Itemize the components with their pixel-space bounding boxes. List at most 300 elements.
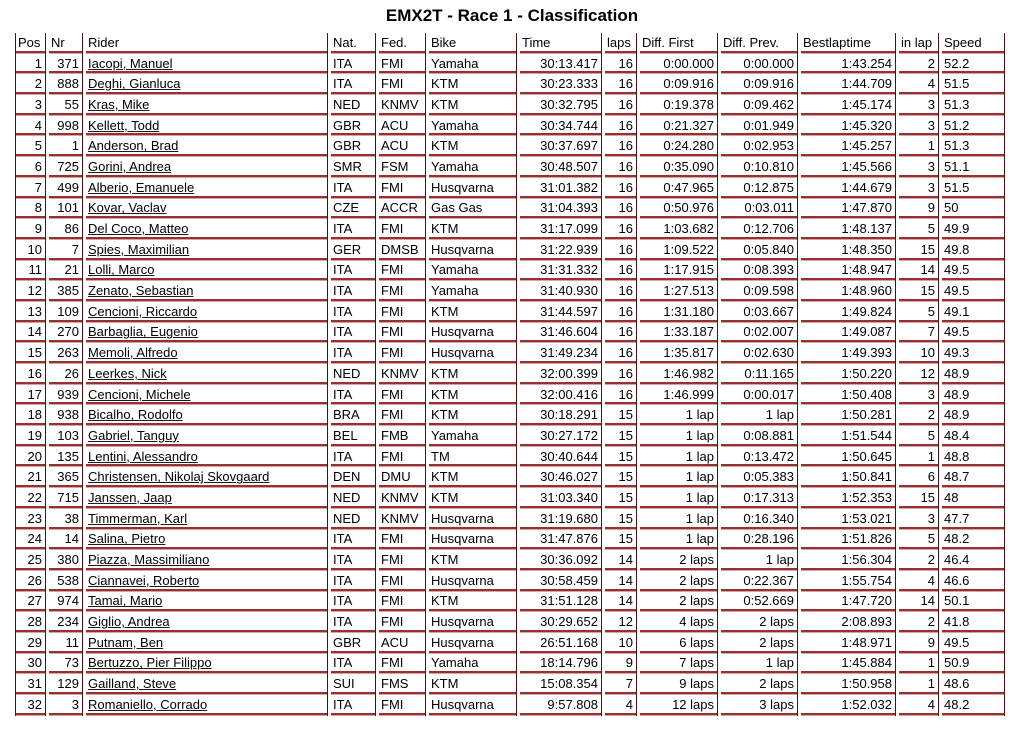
cell-fed: FMB xyxy=(379,426,426,447)
cell-speed: 51.1 xyxy=(942,157,1005,178)
cell-in_lap: 7 xyxy=(899,323,939,344)
cell-nr: 26 xyxy=(49,364,83,385)
cell-diff_prev: 3 laps xyxy=(721,695,798,716)
cell-diff_first: 1:09.522 xyxy=(640,240,718,261)
cell-bestlaptime: 1:48.947 xyxy=(801,261,896,282)
cell-rider xyxy=(86,488,328,509)
table-row xyxy=(15,385,1005,406)
cell-diff_prev: 0:02.630 xyxy=(721,343,798,364)
cell-fed: FMI xyxy=(379,571,426,592)
rider-link[interactable]: Piazza, Massimiliano xyxy=(88,552,210,568)
cell-fed: KNMV xyxy=(379,509,426,530)
cell-fed: FMI xyxy=(379,74,426,95)
cell-nr: 371 xyxy=(49,54,83,75)
cell-bestlaptime: 1:52.032 xyxy=(801,695,896,716)
cell-in_lap: 9 xyxy=(899,633,939,654)
cell-diff_prev: 0:10.810 xyxy=(721,157,798,178)
cell-nat: ITA xyxy=(331,385,376,406)
cell-rider xyxy=(86,302,328,323)
cell-nat: ITA xyxy=(331,323,376,344)
rider-link[interactable]: Putnam, Ben xyxy=(88,634,164,650)
cell-rider xyxy=(86,178,328,199)
cell-in_lap: 3 xyxy=(899,385,939,406)
cell-diff_first: 1:27.513 xyxy=(640,281,718,302)
rider-link[interactable]: Memoli, Alfredo xyxy=(88,345,178,361)
rider-link[interactable]: Barbaglia, Eugenio xyxy=(88,324,198,340)
cell-diff_first: 1:46.999 xyxy=(640,385,718,406)
cell-time: 30:46.027 xyxy=(520,467,602,488)
cell-speed: 46.6 xyxy=(942,571,1005,592)
cell-bike: Yamaha xyxy=(429,54,517,75)
cell-nr: 888 xyxy=(49,74,83,95)
cell-nr: 129 xyxy=(49,674,83,695)
cell-nr: 135 xyxy=(49,447,83,468)
table-row xyxy=(15,488,1005,509)
table-row xyxy=(15,405,1005,426)
cell-bike: KTM xyxy=(429,74,517,95)
cell-nr: 21 xyxy=(49,261,83,282)
cell-bestlaptime: 1:51.544 xyxy=(801,426,896,447)
cell-rider xyxy=(86,654,328,675)
cell-time: 30:40.644 xyxy=(520,447,602,468)
cell-diff_first: 0:35.090 xyxy=(640,157,718,178)
cell-diff_first: 6 laps xyxy=(640,633,718,654)
cell-laps: 16 xyxy=(605,95,637,116)
cell-nr: 1 xyxy=(49,136,83,157)
cell-fed: FMI xyxy=(379,550,426,571)
cell-in_lap: 6 xyxy=(899,467,939,488)
cell-time: 30:23.333 xyxy=(520,74,602,95)
cell-bike: Husqvarna xyxy=(429,633,517,654)
cell-diff_first: 12 laps xyxy=(640,695,718,716)
cell-diff_first: 0:21.327 xyxy=(640,116,718,137)
cell-fed: FMI xyxy=(379,592,426,613)
cell-rider xyxy=(86,240,328,261)
cell-bestlaptime: 1:45.174 xyxy=(801,95,896,116)
table-row xyxy=(15,530,1005,551)
table-row xyxy=(15,592,1005,613)
cell-laps: 16 xyxy=(605,240,637,261)
table-row xyxy=(15,323,1005,344)
rider-link[interactable]: Bertuzzo, Pier Filippo xyxy=(88,655,212,671)
cell-nr: 109 xyxy=(49,302,83,323)
cell-time: 30:13.417 xyxy=(520,54,602,75)
cell-speed: 48.8 xyxy=(942,447,1005,468)
cell-time: 30:18.291 xyxy=(520,405,602,426)
rider-link[interactable]: Gorini, Andrea xyxy=(88,158,172,174)
cell-fed: FMI xyxy=(379,530,426,551)
column-header-diff-first: Diff. First xyxy=(640,33,718,54)
table-row xyxy=(15,74,1005,95)
cell-fed: KNMV xyxy=(379,95,426,116)
cell-diff_first: 0:47.965 xyxy=(640,178,718,199)
cell-time: 31:17.099 xyxy=(520,219,602,240)
cell-pos: 11 xyxy=(15,261,46,282)
cell-nat: ITA xyxy=(331,654,376,675)
cell-nat: ITA xyxy=(331,54,376,75)
rider-link[interactable]: Iacopi, Manuel xyxy=(88,55,173,71)
cell-diff_first: 0:19.378 xyxy=(640,95,718,116)
rider-link[interactable]: Lentini, Alessandro xyxy=(88,448,198,464)
cell-pos: 21 xyxy=(15,467,46,488)
cell-diff_prev: 0:02.007 xyxy=(721,323,798,344)
cell-nat: BEL xyxy=(331,426,376,447)
cell-diff_prev: 0:08.881 xyxy=(721,426,798,447)
cell-in_lap: 1 xyxy=(899,654,939,675)
cell-time: 30:27.172 xyxy=(520,426,602,447)
column-header-speed: Speed xyxy=(942,33,1005,54)
cell-rider xyxy=(86,509,328,530)
cell-speed: 49.5 xyxy=(942,323,1005,344)
cell-time: 31:49.234 xyxy=(520,343,602,364)
table-row xyxy=(15,302,1005,323)
cell-speed: 49.5 xyxy=(942,633,1005,654)
rider-link[interactable]: Spies, Maximilian xyxy=(88,241,190,257)
table-row xyxy=(15,178,1005,199)
cell-rider xyxy=(86,633,328,654)
cell-pos: 6 xyxy=(15,157,46,178)
cell-time: 9:57.808 xyxy=(520,695,602,716)
table-row xyxy=(15,136,1005,157)
cell-diff_prev: 0:11.165 xyxy=(721,364,798,385)
cell-rider xyxy=(86,323,328,344)
cell-nat: ITA xyxy=(331,178,376,199)
cell-in_lap: 3 xyxy=(899,157,939,178)
cell-nat: ITA xyxy=(331,74,376,95)
cell-diff_first: 0:24.280 xyxy=(640,136,718,157)
cell-time: 30:34.744 xyxy=(520,116,602,137)
cell-bike: KTM xyxy=(429,364,517,385)
cell-time: 31:31.332 xyxy=(520,261,602,282)
cell-speed: 48.9 xyxy=(942,405,1005,426)
cell-nat: SUI xyxy=(331,674,376,695)
cell-diff_first: 1:46.982 xyxy=(640,364,718,385)
cell-speed: 48.7 xyxy=(942,467,1005,488)
cell-diff_prev: 0:09.916 xyxy=(721,74,798,95)
rider-link[interactable]: Giglio, Andrea xyxy=(88,614,170,630)
cell-bike: KTM xyxy=(429,550,517,571)
cell-fed: FMI xyxy=(379,695,426,716)
cell-laps: 16 xyxy=(605,323,637,344)
classification-table xyxy=(12,33,1008,716)
cell-pos: 20 xyxy=(15,447,46,468)
cell-bestlaptime: 1:50.645 xyxy=(801,447,896,468)
cell-nr: 3 xyxy=(49,695,83,716)
cell-diff_prev: 0:05.840 xyxy=(721,240,798,261)
cell-bestlaptime: 1:52.353 xyxy=(801,488,896,509)
cell-time: 15:08.354 xyxy=(520,674,602,695)
table-row xyxy=(15,116,1005,137)
cell-nat: ITA xyxy=(331,571,376,592)
cell-in_lap: 3 xyxy=(899,509,939,530)
cell-pos: 31 xyxy=(15,674,46,695)
cell-pos: 28 xyxy=(15,612,46,633)
column-header-time: Time xyxy=(520,33,602,54)
cell-diff_prev: 1 lap xyxy=(721,405,798,426)
table-row xyxy=(15,695,1005,716)
cell-bestlaptime: 1:49.393 xyxy=(801,343,896,364)
rider-link[interactable]: Cencioni, Michele xyxy=(88,386,191,402)
rider-link[interactable]: Gabriel, Tanguy xyxy=(88,427,179,443)
cell-bestlaptime: 1:53.021 xyxy=(801,509,896,530)
cell-fed: FMI xyxy=(379,612,426,633)
cell-pos: 32 xyxy=(15,695,46,716)
cell-bike: KTM xyxy=(429,385,517,406)
cell-laps: 15 xyxy=(605,426,637,447)
cell-nr: 939 xyxy=(49,385,83,406)
cell-speed: 48.2 xyxy=(942,530,1005,551)
cell-bike: Husqvarna xyxy=(429,240,517,261)
cell-bike: Husqvarna xyxy=(429,343,517,364)
rider-link[interactable]: Timmerman, Karl xyxy=(88,510,188,526)
column-header-pos: Pos xyxy=(15,33,46,54)
rider-link[interactable]: Leerkes, Nick xyxy=(88,365,167,381)
cell-rider xyxy=(86,447,328,468)
cell-speed: 48.6 xyxy=(942,674,1005,695)
cell-pos: 29 xyxy=(15,633,46,654)
cell-bike: Husqvarna xyxy=(429,571,517,592)
cell-laps: 15 xyxy=(605,530,637,551)
cell-fed: FMI xyxy=(379,178,426,199)
cell-diff_first: 2 laps xyxy=(640,571,718,592)
cell-diff_first: 0:50.976 xyxy=(640,199,718,220)
cell-speed: 48.9 xyxy=(942,364,1005,385)
cell-time: 32:00.399 xyxy=(520,364,602,385)
cell-in_lap: 2 xyxy=(899,54,939,75)
cell-speed: 46.4 xyxy=(942,550,1005,571)
cell-diff_first: 1:17.915 xyxy=(640,261,718,282)
rider-link[interactable]: Del Coco, Matteo xyxy=(88,221,189,237)
cell-fed: ACU xyxy=(379,136,426,157)
cell-in_lap: 15 xyxy=(899,240,939,261)
cell-time: 30:36.092 xyxy=(520,550,602,571)
table-row xyxy=(15,281,1005,302)
cell-fed: FMI xyxy=(379,54,426,75)
cell-in_lap: 1 xyxy=(899,447,939,468)
cell-fed: FMI xyxy=(379,385,426,406)
cell-pos: 8 xyxy=(15,199,46,220)
cell-time: 18:14.796 xyxy=(520,654,602,675)
rider-link[interactable]: Deghi, Gianluca xyxy=(88,76,181,92)
cell-diff_first: 1 lap xyxy=(640,530,718,551)
cell-fed: FMI xyxy=(379,302,426,323)
rider-link[interactable]: Kovar, Vaclav xyxy=(88,200,167,216)
table-row xyxy=(15,674,1005,695)
table-row xyxy=(15,612,1005,633)
cell-diff_first: 0:09.916 xyxy=(640,74,718,95)
cell-time: 30:48.507 xyxy=(520,157,602,178)
cell-time: 31:44.597 xyxy=(520,302,602,323)
cell-in_lap: 4 xyxy=(899,571,939,592)
cell-bike: Husqvarna xyxy=(429,612,517,633)
cell-bestlaptime: 1:45.257 xyxy=(801,136,896,157)
table-row xyxy=(15,571,1005,592)
rider-link[interactable]: Anderson, Brad xyxy=(88,138,179,154)
cell-nr: 380 xyxy=(49,550,83,571)
cell-fed: FMI xyxy=(379,281,426,302)
cell-diff_prev: 2 laps xyxy=(721,674,798,695)
column-header-nat: Nat. xyxy=(331,33,376,54)
cell-pos: 13 xyxy=(15,302,46,323)
cell-diff_prev: 0:13.472 xyxy=(721,447,798,468)
cell-rider xyxy=(86,405,328,426)
rider-link[interactable]: Tamai, Mario xyxy=(88,593,163,609)
cell-pos: 23 xyxy=(15,509,46,530)
cell-nat: BRA xyxy=(331,405,376,426)
column-header-diff-prev: Diff. Prev. xyxy=(721,33,798,54)
cell-diff_prev: 2 laps xyxy=(721,633,798,654)
rider-link[interactable]: Kellett, Todd xyxy=(88,117,160,133)
cell-rider xyxy=(86,95,328,116)
rider-link[interactable]: Kras, Mike xyxy=(88,96,150,112)
cell-speed: 48 xyxy=(942,488,1005,509)
cell-rider xyxy=(86,571,328,592)
cell-pos: 26 xyxy=(15,571,46,592)
cell-laps: 16 xyxy=(605,385,637,406)
cell-bestlaptime: 1:51.826 xyxy=(801,530,896,551)
cell-bestlaptime: 2:08.893 xyxy=(801,612,896,633)
rider-link[interactable]: Lolli, Marco xyxy=(88,262,155,278)
cell-diff_first: 1:33.187 xyxy=(640,323,718,344)
cell-time: 30:32.795 xyxy=(520,95,602,116)
cell-fed: KNMV xyxy=(379,364,426,385)
cell-fed: ACU xyxy=(379,116,426,137)
cell-pos: 10 xyxy=(15,240,46,261)
rider-link[interactable]: Romaniello, Corrado xyxy=(88,696,208,712)
cell-bestlaptime: 1:44.709 xyxy=(801,74,896,95)
cell-bestlaptime: 1:49.087 xyxy=(801,323,896,344)
cell-rider xyxy=(86,385,328,406)
cell-nat: GBR xyxy=(331,116,376,137)
cell-time: 31:03.340 xyxy=(520,488,602,509)
cell-laps: 9 xyxy=(605,654,637,675)
rider-link[interactable]: Cencioni, Riccardo xyxy=(88,303,198,319)
cell-diff_first: 7 laps xyxy=(640,654,718,675)
cell-laps: 16 xyxy=(605,54,637,75)
cell-diff_prev: 0:12.875 xyxy=(721,178,798,199)
cell-rider xyxy=(86,695,328,716)
cell-bike: KTM xyxy=(429,467,517,488)
cell-diff_first: 9 laps xyxy=(640,674,718,695)
cell-bike: Husqvarna xyxy=(429,695,517,716)
cell-pos: 14 xyxy=(15,323,46,344)
cell-diff_first: 1:35.817 xyxy=(640,343,718,364)
cell-diff_first: 1 lap xyxy=(640,447,718,468)
cell-laps: 16 xyxy=(605,74,637,95)
table-row xyxy=(15,157,1005,178)
column-header-fed: Fed. xyxy=(379,33,426,54)
cell-nat: ITA xyxy=(331,447,376,468)
cell-pos: 1 xyxy=(15,54,46,75)
table-row xyxy=(15,219,1005,240)
cell-diff_prev: 0:00.017 xyxy=(721,385,798,406)
cell-nr: 263 xyxy=(49,343,83,364)
cell-bike: Yamaha xyxy=(429,261,517,282)
table-row xyxy=(15,509,1005,530)
cell-time: 31:19.680 xyxy=(520,509,602,530)
cell-diff_prev: 0:22.367 xyxy=(721,571,798,592)
cell-in_lap: 12 xyxy=(899,364,939,385)
cell-nr: 73 xyxy=(49,654,83,675)
cell-diff_first: 1 lap xyxy=(640,488,718,509)
rider-link[interactable]: Christensen, Nikolaj Skovgaard xyxy=(88,469,270,485)
cell-in_lap: 14 xyxy=(899,261,939,282)
cell-nr: 11 xyxy=(49,633,83,654)
cell-fed: KNMV xyxy=(379,488,426,509)
cell-speed: 51.2 xyxy=(942,116,1005,137)
rider-link[interactable]: Gailland, Steve xyxy=(88,676,177,692)
cell-laps: 16 xyxy=(605,281,637,302)
cell-bike: Yamaha xyxy=(429,157,517,178)
cell-fed: FMI xyxy=(379,405,426,426)
cell-pos: 17 xyxy=(15,385,46,406)
cell-pos: 9 xyxy=(15,219,46,240)
cell-rider xyxy=(86,281,328,302)
cell-diff_prev: 1 lap xyxy=(721,550,798,571)
table-row xyxy=(15,550,1005,571)
cell-speed: 41.8 xyxy=(942,612,1005,633)
cell-rider xyxy=(86,426,328,447)
table-row xyxy=(15,240,1005,261)
rider-link[interactable]: Bicalho, Rodolfo xyxy=(88,407,183,423)
cell-nat: ITA xyxy=(331,261,376,282)
cell-diff_prev: 0:00.000 xyxy=(721,54,798,75)
cell-nr: 270 xyxy=(49,323,83,344)
cell-nr: 538 xyxy=(49,571,83,592)
rider-link[interactable]: Janssen, Jaap xyxy=(88,489,172,505)
cell-nat: ITA xyxy=(331,695,376,716)
cell-pos: 15 xyxy=(15,343,46,364)
cell-pos: 12 xyxy=(15,281,46,302)
cell-bike: Yamaha xyxy=(429,426,517,447)
cell-diff_first: 1:31.180 xyxy=(640,302,718,323)
cell-time: 31:40.930 xyxy=(520,281,602,302)
cell-diff_first: 0:00.000 xyxy=(640,54,718,75)
cell-pos: 27 xyxy=(15,592,46,613)
rider-link[interactable]: Alberio, Emanuele xyxy=(88,179,195,195)
cell-rider xyxy=(86,54,328,75)
column-header-bestlaptime: Bestlaptime xyxy=(801,33,896,54)
cell-bike: Yamaha xyxy=(429,654,517,675)
cell-rider xyxy=(86,343,328,364)
cell-bestlaptime: 1:48.350 xyxy=(801,240,896,261)
table-body xyxy=(15,54,1005,716)
cell-pos: 3 xyxy=(15,95,46,116)
cell-bestlaptime: 1:50.220 xyxy=(801,364,896,385)
table-row xyxy=(15,54,1005,75)
cell-nat: GER xyxy=(331,240,376,261)
cell-in_lap: 2 xyxy=(899,612,939,633)
cell-time: 31:04.393 xyxy=(520,199,602,220)
table-row xyxy=(15,199,1005,220)
cell-bestlaptime: 1:48.960 xyxy=(801,281,896,302)
cell-laps: 16 xyxy=(605,219,637,240)
cell-in_lap: 5 xyxy=(899,530,939,551)
cell-nr: 55 xyxy=(49,95,83,116)
cell-pos: 24 xyxy=(15,530,46,551)
column-header-nr: Nr xyxy=(49,33,83,54)
rider-link[interactable]: Zenato, Sebastian xyxy=(88,283,194,299)
rider-link[interactable]: Ciannavei, Roberto xyxy=(88,572,200,588)
rider-link[interactable]: Salina, Pietro xyxy=(88,531,166,547)
cell-in_lap: 5 xyxy=(899,426,939,447)
cell-bike: Yamaha xyxy=(429,281,517,302)
cell-time: 32:00.416 xyxy=(520,385,602,406)
cell-nr: 234 xyxy=(49,612,83,633)
cell-in_lap: 5 xyxy=(899,302,939,323)
cell-in_lap: 3 xyxy=(899,178,939,199)
cell-diff_first: 1:03.682 xyxy=(640,219,718,240)
